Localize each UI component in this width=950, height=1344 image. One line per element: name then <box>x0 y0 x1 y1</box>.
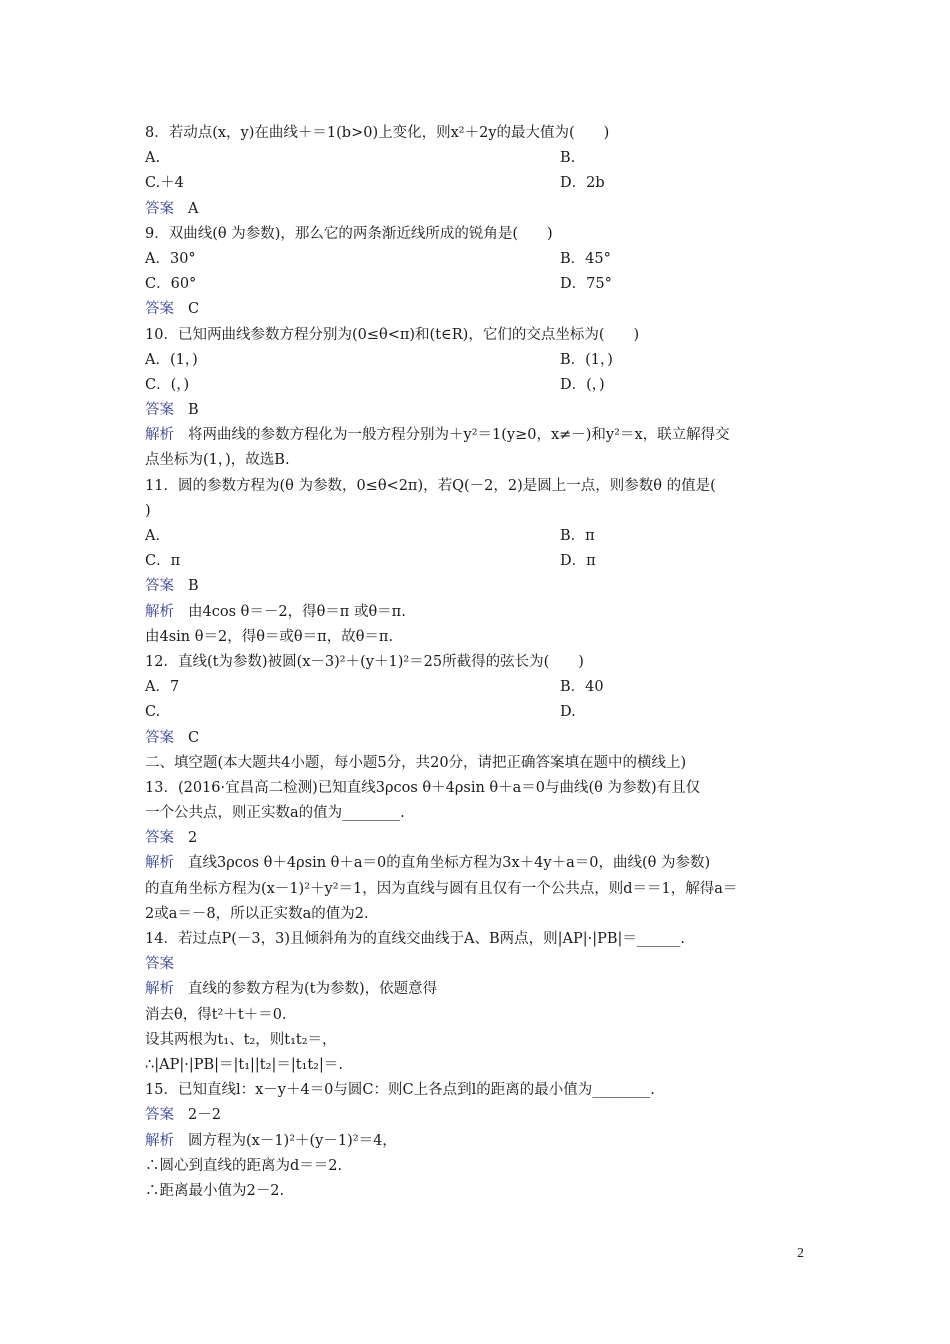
answer-label: 答案 <box>145 956 174 973</box>
question-15-answer <box>145 1103 815 1128</box>
answer-value: B <box>188 578 199 595</box>
question-14-analysis-step-3: 设其两根为t₁、t₂，则t₁t₂＝， <box>145 1031 337 1048</box>
option-a: A. <box>145 150 161 167</box>
analysis-label: 解析 <box>145 603 174 620</box>
question-13-analysis-cont: 的直角坐标方程为(x－1)²＋y²＝1，因为直线与圆有且仅有一个公共点，则d＝＝1，解得a＝ <box>145 880 738 897</box>
question-14-analysis <box>145 977 815 1002</box>
question-9-stem: 9．双曲线(θ 为参数)，那么它的两条渐近线所成的锐角是( ) <box>145 225 553 242</box>
option-d: D．2b <box>560 175 605 192</box>
option-a: A．(1，) <box>145 351 198 368</box>
option-d: D．75° <box>560 276 612 293</box>
question-13-analysis-cont-2: 2或a＝－8，所以正实数a的值为2. <box>145 905 369 922</box>
question-11-analysis <box>145 600 815 625</box>
question-10-analysis <box>145 423 815 448</box>
question-14-analysis-step-2: 消去θ，得t²＋t＋＝0. <box>145 1006 287 1023</box>
option-d: D．(，) <box>560 376 605 393</box>
answer-value: 2－2 <box>188 1107 221 1124</box>
question-15-stem: 15．已知直线l：x－y＋4＝0与圆C：则C上各点到l的距离的最小值为________. <box>145 1082 655 1099</box>
answer-label: 答案 <box>145 200 174 217</box>
question-9-answer <box>145 297 815 322</box>
answer-label: 答案 <box>145 1107 174 1124</box>
option-a: A. <box>145 528 161 544</box>
option-c: C．π <box>145 553 181 570</box>
option-b: B．(1，) <box>560 351 613 368</box>
question-11-options-row2 <box>145 549 815 574</box>
question-15-analysis-step-2: ∴圆心到直线的距离为d＝＝2. <box>145 1157 343 1174</box>
question-11-stem: 11．圆的参数方程为(θ 为参数，0≤θ<2π)，若Q(－2，2)是圆上一点，则参数θ 的值是( <box>145 477 716 494</box>
option-c: C．(，) <box>145 376 190 393</box>
answer-label: 答案 <box>145 830 174 847</box>
question-12-options-row2 <box>145 700 815 725</box>
option-d: D．π <box>560 553 596 570</box>
analysis-text: 将两曲线的参数方程化为一般方程分别为＋y²＝1(y≥0，x≠－)和y²＝x，联立解得交 <box>188 427 730 444</box>
analysis-text: 圆方程为(x－1)²＋(y－1)²＝4， <box>188 1132 397 1149</box>
question-8-answer <box>145 197 815 222</box>
question-13-stem: 13．(2016·宜昌高二检测)已知直线3ρcos θ＋4ρsin θ＋a＝0与曲线(θ 为参数)有且仅 <box>145 779 701 796</box>
question-8-stem: 8．若动点(x，y)在曲线＋＝1(b>0)上变化，则x²＋2y的最大值为( ) <box>145 125 610 141</box>
option-c: C.＋4 <box>145 175 184 192</box>
answer-value: A <box>188 200 199 217</box>
question-10-answer <box>145 398 815 423</box>
analysis-label: 解析 <box>145 1132 174 1149</box>
analysis-label: 解析 <box>145 855 174 872</box>
question-10-options-row2 <box>145 373 815 398</box>
option-c: C. <box>145 704 161 721</box>
option-c: C．60° <box>145 276 197 293</box>
question-14-answer <box>145 952 815 977</box>
question-11-options-row1 <box>145 524 815 549</box>
section-heading-fill-in: 二、填空题(本大题共4小题，每小题5分，共20分，请把正确答案填在题中的横线上) <box>145 754 687 771</box>
question-13-analysis <box>145 851 815 876</box>
question-14-analysis-step-4: ∴|AP|·|PB|＝|t₁||t₂|＝|t₁t₂|＝. <box>145 1056 343 1073</box>
question-11-answer <box>145 574 815 599</box>
question-11-stem-cont: ) <box>145 502 151 519</box>
document-body <box>145 121 815 1204</box>
option-a: A．30° <box>145 250 196 267</box>
question-15-analysis-step-3: ∴距离最小值为2－2. <box>145 1182 285 1199</box>
question-15-analysis <box>145 1129 815 1154</box>
answer-label: 答案 <box>145 729 174 746</box>
question-13-stem-cont: 一个公共点，则正实数a的值为________. <box>145 805 405 822</box>
question-13-answer <box>145 826 815 851</box>
analysis-label: 解析 <box>145 981 174 998</box>
answer-label: 答案 <box>145 301 174 318</box>
question-9-options-row1 <box>145 247 815 272</box>
answer-value: 2 <box>188 830 198 847</box>
question-9-options-row2 <box>145 272 815 297</box>
question-12-answer <box>145 726 815 751</box>
question-14-stem: 14．若过点P(－3，3)且倾斜角为的直线交曲线于A、B两点，则|AP|·|PB|＝______. <box>145 931 685 947</box>
question-11-analysis-cont: 由4sin θ＝2，得θ＝或θ＝π，故θ＝π. <box>145 628 394 645</box>
option-a: A．7 <box>145 679 180 696</box>
answer-value: B <box>188 402 199 419</box>
analysis-text: 直线3ρcos θ＋4ρsin θ＋a＝0的直角坐标方程为3x＋4y＋a＝0，曲线(θ 为参数) <box>188 855 711 872</box>
answer-label: 答案 <box>145 402 174 419</box>
question-12-stem: 12．直线(t为参数)被圆(x－3)²＋(y＋1)²＝25所截得的弦长为( ) <box>145 653 584 670</box>
analysis-label: 解析 <box>145 427 174 444</box>
answer-label: 答案 <box>145 578 174 595</box>
option-b: B．45° <box>560 250 611 267</box>
question-8-options-row1 <box>145 146 815 171</box>
page-number: 2 <box>797 1246 804 1261</box>
question-10-stem: 10．已知两曲线参数方程分别为(0≤θ<π)和(t∈R)，它们的交点坐标为( ) <box>145 326 640 343</box>
answer-value: C <box>188 729 200 746</box>
option-b: B．40 <box>560 679 604 696</box>
question-10-analysis-cont: 点坐标为(1，)，故选B. <box>145 452 290 469</box>
analysis-text: 由4cos θ＝－2，得θ＝π 或θ＝π. <box>188 603 406 620</box>
question-12-options-row1 <box>145 675 815 700</box>
option-b: B. <box>560 150 576 167</box>
option-d: D. <box>560 704 576 721</box>
answer-value: C <box>188 301 200 318</box>
question-8-options-row2 <box>145 171 815 196</box>
question-10-options-row1 <box>145 348 815 373</box>
analysis-text: 直线的参数方程为(t为参数)，依题意得 <box>188 981 438 998</box>
option-b: B．π <box>560 528 595 544</box>
